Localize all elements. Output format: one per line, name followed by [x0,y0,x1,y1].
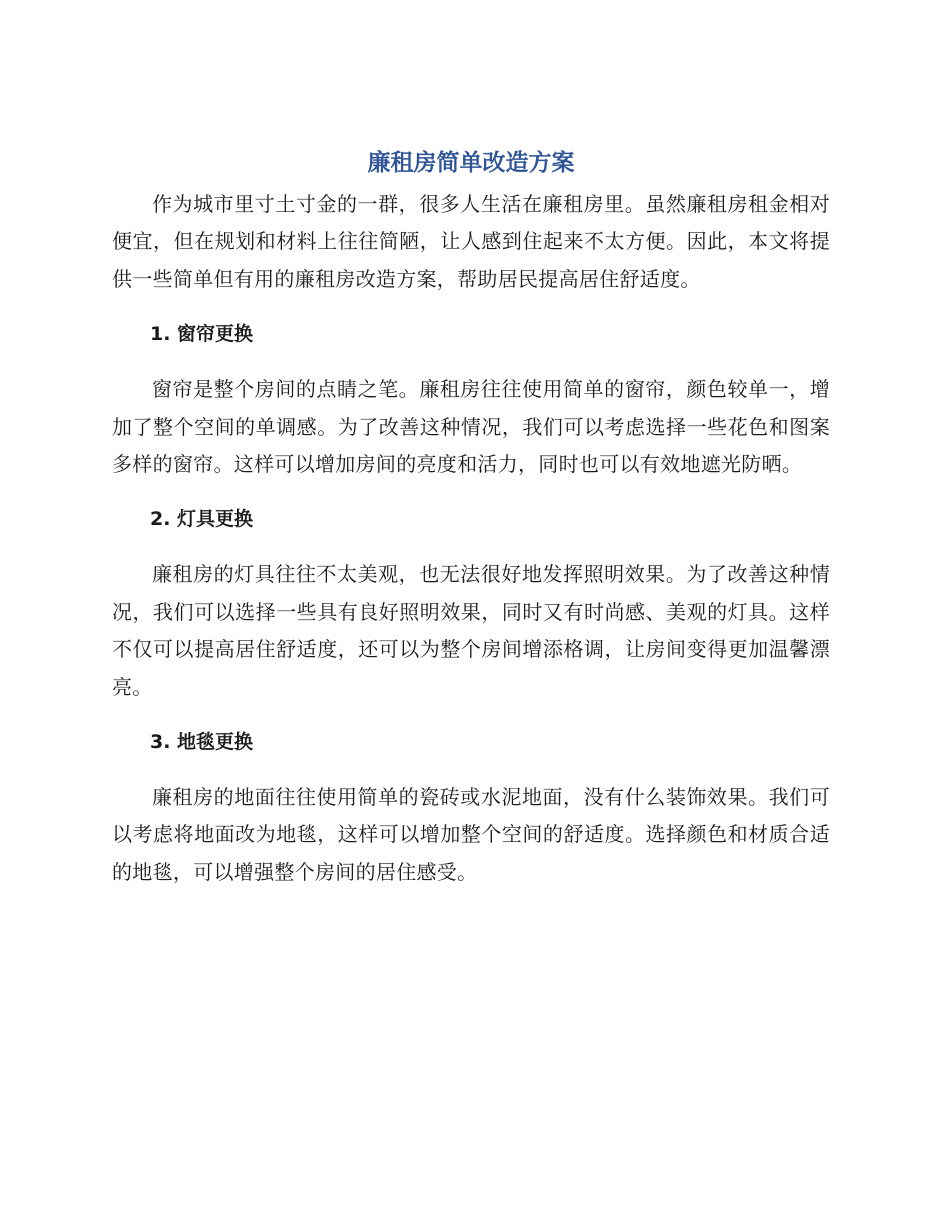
section-heading-curtains: 1. 窗帘更换 [150,323,254,346]
section-heading-carpet: 3. 地毯更换 [150,731,254,754]
section-body-carpet: 廉租房的地面往往使用简单的瓷砖或水泥地面，没有什么装饰效果。我们可以考虑将地面改为地毯，这样可以增加整个空间的舒适度。选择颜色和材质合适的地毯，可以增强整个房间的居住感受。 [112,785,830,884]
section-heading-lighting: 2. 灯具更换 [150,508,254,531]
section-body-curtains: 窗帘是整个房间的点睛之笔。廉租房往往使用简单的窗帘，颜色较单一，增加了整个空间的单调感。为了改善这种情况，我们可以考虑选择一些花色和图案多样的窗帘。这样可以增加房间的亮度和活力，同时也可以有效地遮光防晒。 [112,377,830,477]
document-page [112,140,830,891]
section-body-lighting: 廉租房的灯具往往不太美观，也无法很好地发挥照明效果。为了改善这种情况，我们可以选择一些具有良好照明效果，同时又有时尚感、美观的灯具。这样不仅可以提高居住舒适度，还可以为整个房间增添格调，让房间变得更加温馨漂亮。 [112,562,830,699]
document-title: 廉租房简单改造方案 [367,150,575,176]
intro-paragraph: 作为城市里寸土寸金的一群，很多人生活在廉租房里。虽然廉租房租金相对便宜，但在规划和材料上往往简陋，让人感到住起来不太方便。因此，本文将提供一些简单但有用的廉租房改造方案，帮助居民提高居住舒适度。 [112,192,830,291]
